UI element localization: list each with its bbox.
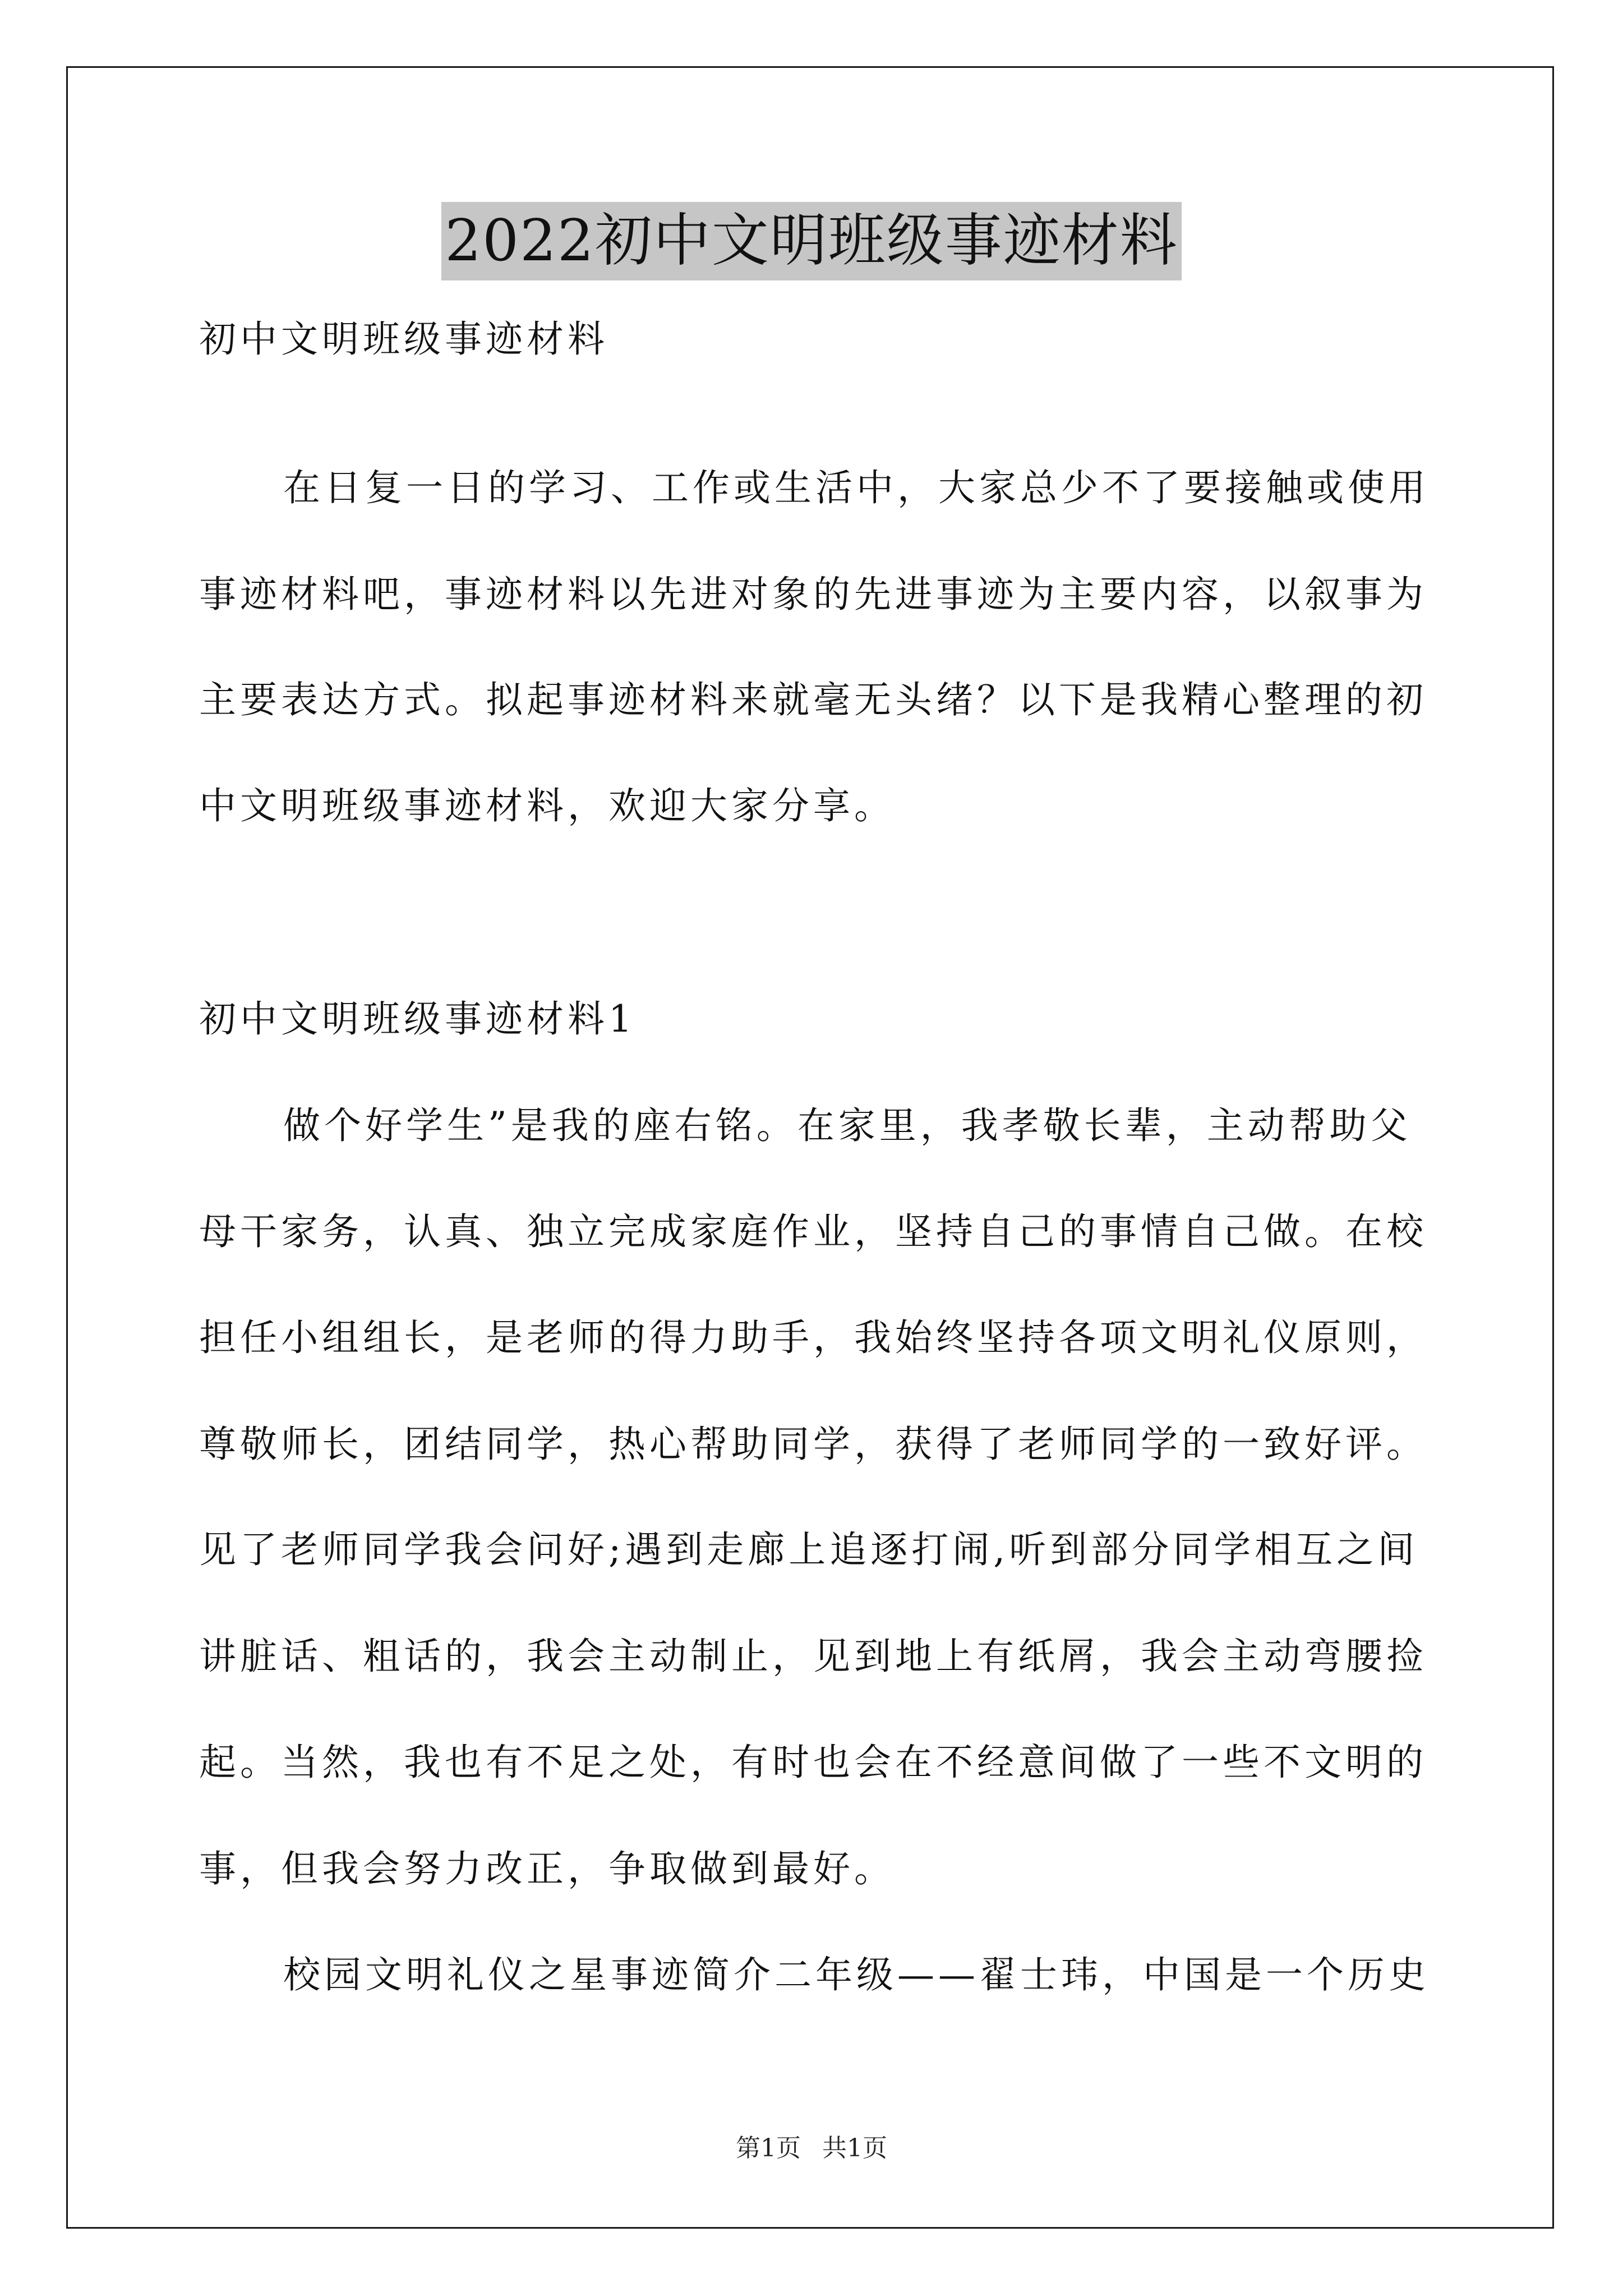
document-title: 2022初中文明班级事迹材料 — [441, 202, 1182, 280]
section-line-2: 母干家务，认真、独立完成家庭作业，坚持自己的事情自己做。在校 — [199, 1210, 1427, 1253]
intro-line-4: 中文明班级事迹材料，欢迎大家分享。 — [199, 784, 895, 827]
page-footer — [0, 2132, 1623, 2165]
section-line-6: 讲脏话、粗话的，我会主动制止，见到地上有纸屑，我会主动弯腰捡 — [199, 1635, 1427, 1678]
section-line-8: 事，但我会努力改正，争取做到最好。 — [199, 1847, 895, 1890]
intro-line-2: 事迹材料吧，事迹材料以先进对象的先进事迹为主要内容，以叙事为 — [199, 573, 1427, 616]
section-line-5: 见了老师同学我会问好;遇到走廊上追逐打闹,听到部分同学相互之间 — [199, 1528, 1419, 1571]
document-subtitle: 初中文明班级事迹材料 — [199, 318, 608, 361]
section-line-1: 做个好学生”是我的座右铭。在家里，我孝敬长辈，主动帮助父 — [283, 1104, 1412, 1147]
section-line-4: 尊敬师长，团结同学，热心帮助同学，获得了老师同学的一致好评。 — [199, 1423, 1427, 1466]
last-paragraph-line: 校园文明礼仪之星事迹简介二年级——翟士玮，中国是一个历史 — [283, 1953, 1430, 1996]
section-line-3: 担任小组组长，是老师的得力助手，我始终坚持各项文明礼仪原则， — [199, 1316, 1427, 1359]
page-total: 共1页 — [822, 2134, 887, 2162]
section-heading: 初中文明班级事迹材料1 — [199, 997, 636, 1041]
page-number: 第1页 — [736, 2134, 801, 2162]
intro-line-3: 主要表达方式。拟起事迹材料来就毫无头绪？以下是我精心整理的初 — [199, 678, 1427, 721]
intro-line-1: 在日复一日的学习、工作或生活中，大家总少不了要接触或使用 — [283, 466, 1430, 509]
title-container — [0, 202, 1623, 280]
section-line-7: 起。当然，我也有不足之处，有时也会在不经意间做了一些不文明的 — [199, 1741, 1427, 1784]
